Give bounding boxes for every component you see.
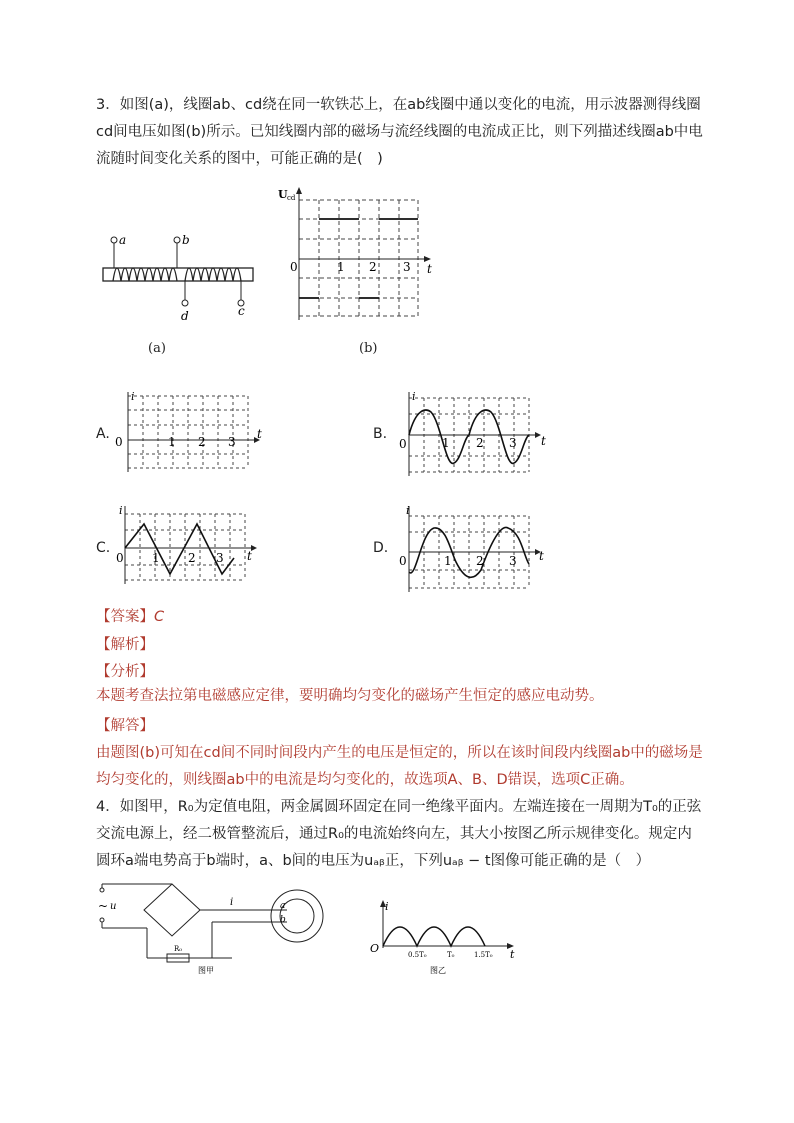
ucd-ylabel: U [278, 188, 288, 201]
option-d-tick-2: 2 [476, 554, 484, 568]
option-b-tick-1: 1 [442, 436, 450, 450]
fenxi-tag: 【分析】 [96, 664, 154, 680]
ucd-tick-3: 3 [403, 260, 411, 274]
fig-yi-caption: 图乙 [430, 966, 446, 975]
svg-text:~: ~ [98, 899, 109, 913]
option-b-letter[interactable]: B. [373, 426, 388, 442]
option-b-ylabel: i [412, 390, 416, 403]
yi-tick-3: 1.5T₀ [474, 951, 493, 959]
answer-tag: 【答案】 [96, 609, 154, 625]
option-d-tick-3: 3 [509, 554, 517, 568]
coil-figure [95, 225, 265, 325]
option-d-letter[interactable]: D. [373, 540, 389, 556]
fig-b-caption: (b) [359, 341, 378, 356]
source-label: u [110, 901, 117, 912]
answer-line [96, 607, 164, 627]
option-a-graph[interactable] [115, 388, 275, 478]
option-d-ylabel: i [406, 504, 410, 517]
fig-jia-caption: 图甲 [198, 966, 214, 975]
option-d-origin: 0 [399, 554, 407, 568]
ucd-graph [275, 185, 445, 325]
option-a-ylabel: i [131, 390, 135, 403]
option-b-origin: 0 [399, 437, 407, 451]
option-a-tick-1: 1 [168, 435, 176, 449]
option-c-ylabel: i [119, 504, 123, 517]
option-d-xlabel: t [539, 549, 544, 563]
rectified-current-graph [368, 898, 528, 980]
terminal-a-label: a [119, 233, 127, 247]
option-b-xlabel: t [541, 434, 546, 448]
option-c-xlabel: t [247, 549, 252, 563]
option-c-graph[interactable] [112, 502, 272, 592]
yi-tick-1: 0.5T₀ [408, 951, 427, 959]
analysis-tag: 【解析】 [96, 637, 154, 653]
option-a-letter[interactable]: A. [96, 426, 110, 442]
ucd-origin: 0 [290, 260, 298, 274]
option-b-tick-2: 2 [476, 436, 484, 450]
yi-xlabel: t [510, 948, 515, 961]
ring-a-label: a [280, 901, 286, 911]
terminal-d-label: d [181, 309, 189, 323]
current-label: i [230, 897, 234, 908]
fenxi-text: 本题考查法拉第电磁感应定律，要明确均匀变化的磁场产生恒定的感应电动势。 [96, 688, 604, 704]
option-a-xlabel: t [257, 427, 262, 441]
fig-a-caption: (a) [148, 341, 166, 356]
option-d-tick-1: 1 [444, 554, 452, 568]
option-c-letter[interactable]: C. [96, 540, 111, 556]
option-c-tick-1: 1 [152, 551, 160, 565]
option-a-tick-3: 3 [228, 435, 236, 449]
q3-stem: 3．如图(a)，线圈ab、cd绕在同一软铁芯上，在ab线圈中通以变化的电流，用示波器测得线圈cd间电压如图(b)所示。已知线圈内部的磁场与流经线圈的电流成正比，则下列描述线圈ab中电流随时间变化关系的图中，可能正确的是( ) [96, 97, 703, 167]
terminal-b-label: b [182, 233, 190, 247]
ucd-tick-2: 2 [369, 260, 377, 274]
ring-b-label: b [280, 915, 286, 925]
jieda-tag: 【解答】 [96, 718, 154, 734]
q4-stem: 4．如图甲，R₀为定值电阻，两金属圆环固定在同一绝缘平面内。左端连接在一周期为T₀的正弦交流电源上，经二极管整流后，通过R₀的电流始终向左，其大小按图乙所示规律变化。规定内圆环a端电势高于b端时，a、b间的电压为uₐᵦ正，下列uₐᵦ − t图像可能正确的是（ ） [96, 799, 702, 869]
option-c-tick-3: 3 [216, 551, 224, 565]
ucd-tick-1: 1 [337, 260, 345, 274]
ucd-ylabel-sub: cd [287, 194, 296, 202]
answer-value: C [154, 609, 165, 625]
jieda-text: 由题图(b)可知在cd间不同时间段内产生的电压是恒定的，所以在该时间段内线圈ab中的磁场是均匀变化的，则线圈ab中的电流是均匀变化的，故选项A、B、D错误，选项C正确。 [96, 745, 703, 788]
yi-tick-2: T₀ [447, 951, 455, 959]
option-b-graph[interactable] [396, 388, 556, 483]
circuit-figure [92, 878, 332, 978]
yi-origin: O [370, 942, 380, 955]
yi-ylabel: i [385, 900, 389, 913]
resistor-label: R₀ [174, 945, 183, 953]
ucd-xlabel: t [427, 262, 432, 276]
option-c-tick-2: 2 [188, 551, 196, 565]
option-b-tick-3: 3 [509, 436, 517, 450]
option-c-origin: 0 [116, 551, 124, 565]
terminal-c-label: c [238, 304, 245, 318]
option-a-origin: 0 [115, 435, 123, 449]
option-a-tick-2: 2 [198, 435, 206, 449]
option-d-graph[interactable] [396, 502, 556, 594]
